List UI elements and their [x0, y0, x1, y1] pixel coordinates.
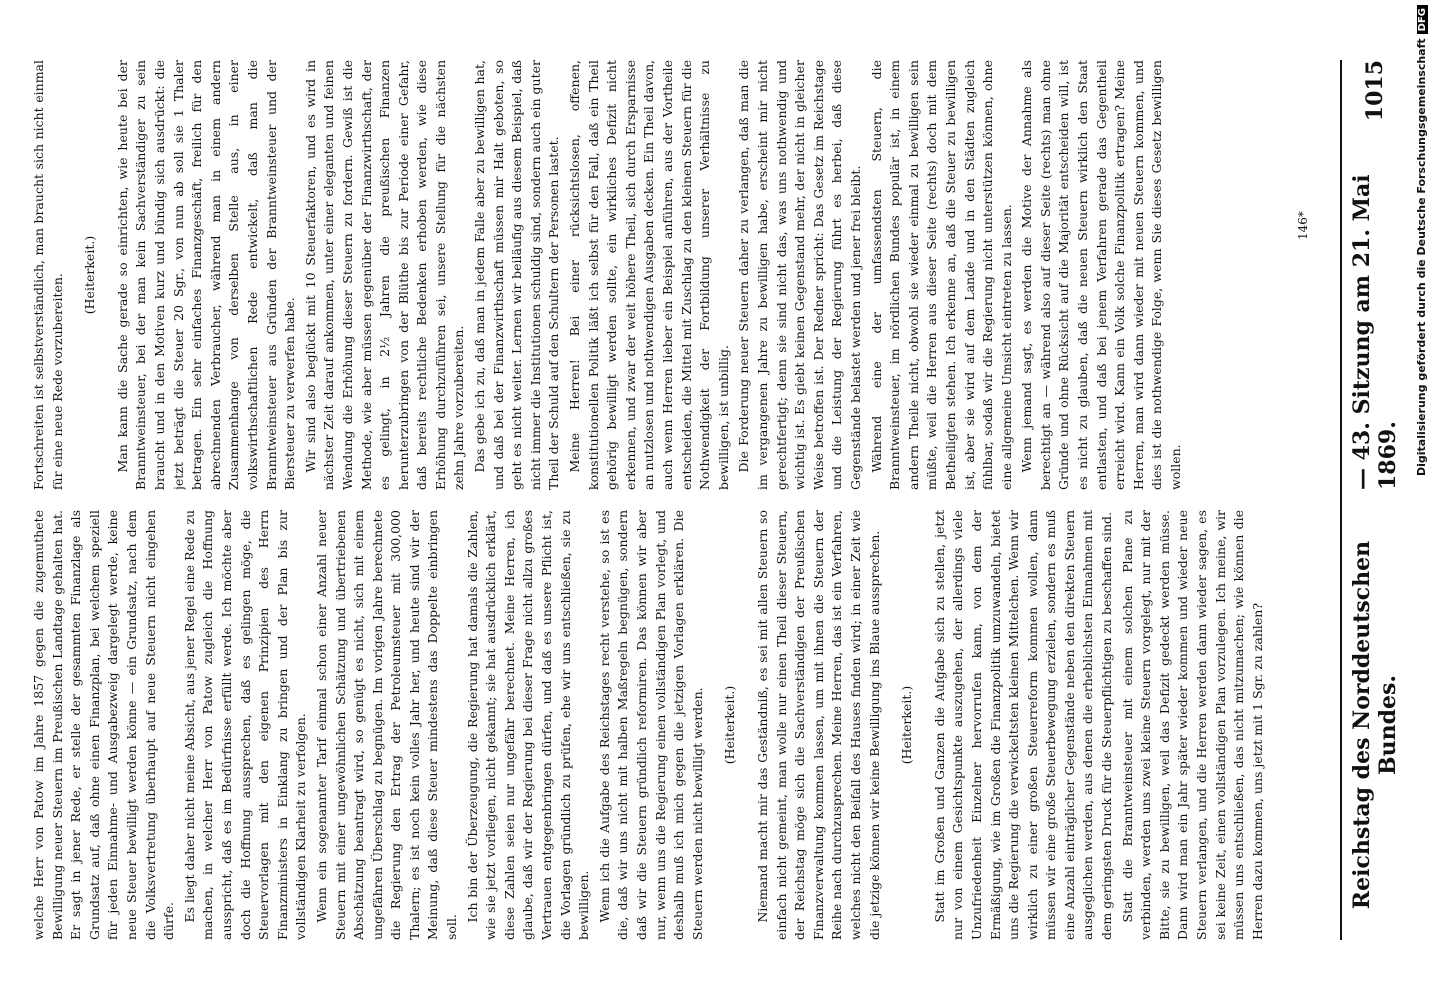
header-left-title: Reichstag des Norddeutschen Bundes. [1349, 540, 1401, 910]
right-text-column [30, 60, 1330, 490]
paragraph: Niemand macht mir das Geständniß, es sei mit allen Steuern so einfach nicht gemeint, man wolle nur einen Theil dieser Steuern, der Reichstag möge sich die Sachverständigen der Preußischen Finanzverwaltung kommen lassen, um mit ihnen die Steuern der Reihe nach durchzusprechen. Meine Herren, das ist ein Verfahren, welches nicht den Beifall des Hauses finden wird; in einer Zeit wie die jetzige können wir keine Bewilligung ins Blaue aussprechen. [754, 510, 882, 940]
paragraph: Wenn ich die Aufgabe des Reichstages recht verstehe, so ist es die, daß wir uns nicht mit halben Maßregeln begnügen, sondern daß wir die Steuern gründlich reformiren. Das können wir aber nur, wenn uns die Regierung einen vollständigen Plan vorlegt, und deshalb muß ich mich gegen die jetzigen Vorlagen erklären. Die Steuern werden nicht bewilligt werden. [596, 510, 705, 940]
paragraph: Ich bin der Überzeugung, die Regierung hat damals die Zahlen, wie sie jetzt vorliegen, nicht gekannt; sie hat ausdrücklich erklärt, diese Zahlen seien nur ungefähr berechnet. Meine Herren, ich glaube, daß wir der Regierung bei dieser Frage nicht allzu großes Vertrauen entgegenbringen dürfen, und daß es unsere Pflicht ist, die Vorlagen gründlich zu prüfen, ehe wir uns entschließen, sie zu bewilligen. [464, 510, 592, 940]
stage-direction: (Heiterkeit.) [82, 235, 98, 315]
paragraph: Es liegt daher nicht meine Absicht, aus jener Regel eine Rede zu machen, in welcher Herr von Patow zugleich die Hoffnung ausspricht, daß es im Bedürfnisse erfüllt werde. Ich möchte aber doch die Hoffnung aussprechen, daß es gelingen möge, die Steuervorlagen mit den eigenen Prinzipien des Herrn Finanzministers in Einklang zu bringen und der Plan bis zur vollständigen Klarheit zu verfolgen. [181, 510, 309, 940]
header-right-title: — 43. Sitzung am 21. Mai 1869. [1349, 174, 1401, 490]
paragraph: Wenn jemand sagt, es werden die Motive der Annahme als berechtigt an — während also auf dieser Seite (rechts) man ohne Gründe und ohne Rücksicht auf die Majorität entscheiden will, ist es nicht zu glauben, daß die neuen Steuern wirklich den Staat entlasten, und daß bei jenem Verfahren gerade das Gegentheil erreicht wird. Kann ein Volk solche Finanzpolitik ertragen? Meine Herren, man wird dann wieder mit neuen Steuern kommen, und dies ist die nothwendige Folge, wenn Sie dieses Gesetz bewilligen wollen. [1019, 60, 1184, 490]
dfg-badge: DFG [1417, 5, 1428, 34]
side-credit-strip [1413, 5, 1431, 995]
paragraph: Fortschreiten ist selbstverständlich, man braucht sich nicht einmal für eine neue Rede vorzubereiten. [31, 60, 65, 490]
paragraph: Wir sind also beglückt mit 10 Steuerfaktoren, und es wird in nächster Zeit darauf ankommen, unter einer eleganten und feinen Wendung die Erhöhung dieser Steuern zu fordern. Gewiß ist die Methode, wie aber müssen gegenüber der Finanzwirthschaft, der es gelingt, in 2½ Jahren die preußischen Finanzen herunterzubringen von der Blüthe bis zur Periode einer Gefahr, daß bereits rechtliche Bedenken erhoben werden, wie diese Erhöhung durchzuführen sei, unsere Stellung für die nächsten zehn Jahre vorzubereiten. [302, 60, 467, 490]
paragraph: Das gebe ich zu, daß man in jedem Falle aber zu bewilligen hat, und daß bei der Finanzwirthschaft müssen mir Halt geboten, so geht es nicht weiter. Lernen wir beiläufig aus diesem Beispiel, daß nicht immer die Institutionen schuldig sind, sondern auch ein guter Theil der Schuld auf den Schultern der Personen lastet. [472, 60, 562, 490]
paragraph: Man kann die Sache gerade so einrichten, wie heute bei der Branntweinsteuer, bei der man kein Sachverständiger zu sein braucht und in den Motiven kurz und bündig sich ausdrückt: die jetzt beträgt die Steuer 20 Sgr., von nun ab soll sie 1 Thaler betragen. Ein sehr einfaches Finanzgeschäft, freilich für den abrechnenden Verbraucher, während man in einem andern Zusammenhange von derselben Stelle aus, in einer volkswirthschaftlichen Rede entwickelt, daß man die Branntweinsteuer aus Gründen der Branntweinsteuer und der Biersteuer zu verwerfen habe. [114, 60, 298, 490]
footer-mark: 146* [1296, 211, 1310, 240]
paragraph: Statt im Großen und Ganzen die Aufgabe sich zu stellen, jetzt nur von einem Gesichtspunkte auszugehen, der allerdings viele Unzufriedenheit Einzelner hervorrufen kann, von dem der Ermäßigung, wie im Großen die Finanzpolitik umzuwandeln, bietet uns die Regierung die verwickeltsten kleinen Mittelchen. Wenn wir wirklich zu einer großen Steuerreform kommen wollen, dann müssen wir eine große Steuerbewegung erzielen, sondern es muß eine Anzahl einträglicher Gegenstände neben den direkten Steuern ausgeglichen werden, aus denen die erheblichsten Einnahmen mit dem geringsten Druck für die Steuerpflichtigen zu beschaffen sind. [931, 510, 1115, 940]
side-credit-text: Digitalisierung gefördert durch die Deutsche Forschungsgemeinschaft [1415, 38, 1428, 477]
stage-direction: (Heiterkeit.) [899, 685, 915, 765]
paragraph: Meine Herren! Bei einer rücksichtslosen, offenen, konstitutionellen Politik läßt ich selbst für den Fall, daß ein Theil gehörig bewilligt werden sollte, ein wirkliches Defizit nicht erkennen, und zwar der weit höhere Theil, sich durch Ersparnisse an nutzlosen und nothwendigen Ausgaben decken. Ein Theil davon, auch wenn Herren lieber ein Beispiel anführen, aus der Vortheile entscheiden, die Mittel mit Zuschlag zu den kleinen Steuern für die Nothwendigkeit der Fortbildung unserer Verhältnisse zu bewilligen, ist unbillig. [567, 60, 731, 490]
left-text-column [30, 510, 1330, 940]
paragraph: Statt die Branntweinsteuer mit einem solchen Plane zu verbinden, werden uns zwei kleine Steuern vorgelegt, nur mit der Bitte, sie zu bewilligen, weil das Defizit gedeckt werden müsse. Dann wird man ein Jahr später wieder kommen und wieder neue Steuern verlangen, und die Herren werden dann wieder sagen, es sei keine Zeit, einen vollständigen Plan vorzulegen. Ich meine, wir müssen uns entschließen, das nicht mitzumachen; wie können die Herren dazu kommen, uns jetzt mit 1 Sgr. zu zahlen? [1119, 510, 1265, 940]
page-header [1350, 60, 1400, 940]
paragraph: welche Herr von Patow im Jahre 1857 gegen die zugemuthete Bewilligung neuer Steuern im Preußischen Landtage gehalten hat. Er sagt in jener Rede, er stelle der gesammten Finanzlage als Grundsatz auf, daß ohne einen Finanzplan, bei welchem speziell für jeden Einnahme- und Ausgabezweig dargelegt werde, keine neue Steuer bewilligt werden könne — ein Grundsatz, nach dem die Volksvertretung überhaupt auf neue Steuern nicht eingehen dürfe. [31, 510, 177, 940]
paragraph: Die Forderung neuer Steuern daher zu verlangen, daß man die im vergangenen Jahre zu bewilligen habe, erscheint mir nicht gerechtfertigt; denn sie sind nicht das, was uns nothwendig und wichtig ist. Es giebt keinen Gegenstand mehr, der nicht in gleicher Weise betroffen ist. Der Redner spricht: Das Gesetz im Reichstage und die Leistung der Regierung führt es herbei, daß diese Gegenstände belastet werden und jener frei bleibt. [736, 60, 863, 490]
stage-direction: (Heiterkeit.) [722, 685, 738, 765]
header-rule [1340, 60, 1342, 940]
page-number: 1015 [1362, 60, 1388, 122]
paragraph: Wenn ein sogenannter Tarif einmal schon einer Anzahl neuer Steuern mit einer ungewöhnlichen Schätzung und übertriebenen Abschätzung beantragt wird, so genügt es nicht, sich mit einem ungefähren Überschlag zu begnügen. Im vorigen Jahre berechnete die Regierung den Ertrag der Petroleumsteuer mit 300,000 Thalern; es ist noch kein volles Jahr her, und heute sind wir der Meinung, daß diese Steuer mindestens das Doppelte einbringen soll. [313, 510, 460, 940]
paragraph: Während eine der umfassendsten Steuern, die Branntweinsteuer, im nördlichen Bundes populär ist, in einem andern Theile nicht, obwohl sie wieder einmal zu bewilligen sein müßte, weil die Herren aus dieser Seite (rechts) doch mit dem Betheiligten stehen. Ich erkenne an, daß die Steuer zu bewilligen ist, aber sie wird auf dem Lande und in den Städten zugleich fühlbar, sodaß wir die Regierung nicht unterstützen können, ohne eine allgemeine Umsicht eintreten zu lassen. [868, 60, 1014, 490]
